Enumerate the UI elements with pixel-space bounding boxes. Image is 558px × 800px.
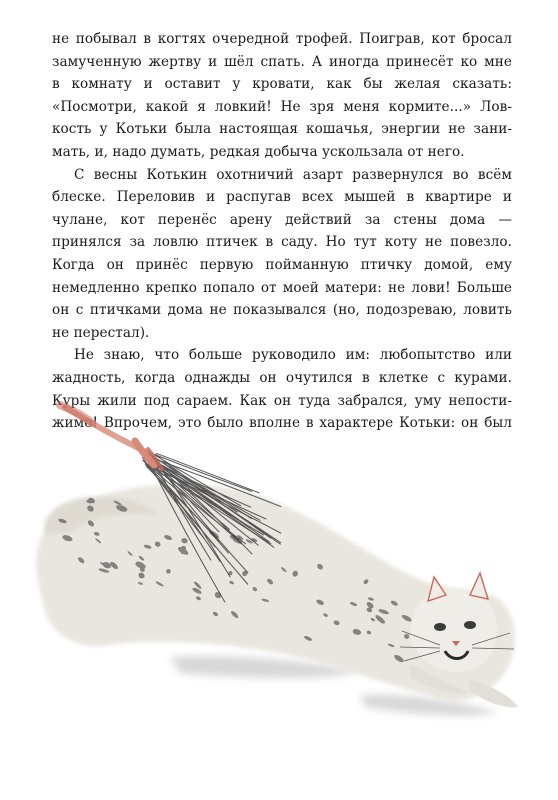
body-text [52,28,512,435]
text-line: Когда он принёс первую пойманную птичку домой, ему [52,256,512,273]
text-line: мать, и, надо думать, редкая добыча ускользала от него. [52,143,465,160]
text-line: чулане, кот перенёс арену действий за стены дома — [52,211,512,228]
text-line: С весны Котькин охотничий азарт развернулся во всём [74,166,512,183]
text-line: Не знаю, что больше руководило им: любопытство или [74,347,512,364]
broom-handle-shade [60,405,92,423]
text-line: немедленно крепко попало от моей матери: не лови! Больше [52,279,512,296]
cat-eye-left [434,623,446,631]
text-line: блеске. Переловив и распугав всех мышей в квартире и [52,189,512,206]
cat-broom-illustration [30,395,530,735]
text-line: не перестал). [52,324,150,341]
text-line: не побывал в когтях очередной трофей. Поиграв, кот бросал [52,31,512,47]
text-line: в комнату и оставит у кровати, как бы желая сказать: [52,76,512,93]
text-line: кость у Котьки была настоящая кошачья, энергии не зани- [52,121,512,138]
cat-eye-right [464,621,476,629]
text-line: принялся за ловлю птичек в саду. Но тут коту не повезло. [52,234,512,251]
text-line: он с птичками дома не показывался (но, подозреваю, ловить [52,302,512,319]
text-line: жимо! Впрочем, это было вполне в характере Котьки: он был [52,415,512,432]
text-line: «Посмотри, какой я ловкий! Не зря меня кормите...» Лов- [52,98,512,115]
cat-ear-right [470,573,488,599]
text-line: Куры жили под сараем. Как он туда забрался, уму непости- [52,392,512,409]
text-line: замученную жертву и шёл спать. А иногда принесёт ко мне [52,53,512,70]
text-line: жадность, когда однажды он очутился в клетке с курами. [52,369,512,386]
